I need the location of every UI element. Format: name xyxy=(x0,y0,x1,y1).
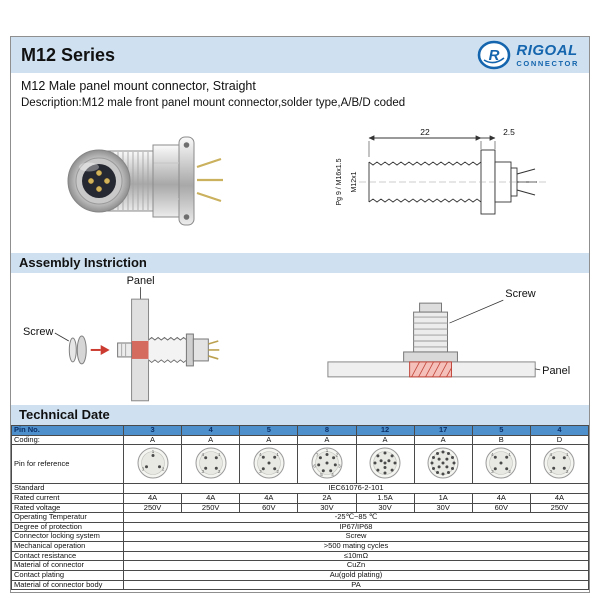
row-label: Contact resistance xyxy=(12,551,124,561)
value-cell: 4A xyxy=(472,493,530,503)
connector-hex-flange xyxy=(404,352,458,362)
product-name: M12 Male panel mount connector, Straight xyxy=(21,79,256,93)
pin-diagram xyxy=(368,446,402,480)
pin-diagram-cell xyxy=(356,445,414,484)
logo-text xyxy=(516,43,579,68)
pin-diagram-cell xyxy=(240,445,298,484)
svg-text:1: 1 xyxy=(508,451,512,457)
table-row xyxy=(12,513,589,523)
svg-text:2: 2 xyxy=(161,466,164,472)
value-cell: 1.5A xyxy=(356,493,414,503)
svg-text:4: 4 xyxy=(201,452,204,458)
intro-block xyxy=(11,73,589,113)
row-label: Mechanical operation xyxy=(12,542,124,552)
pin-count-cell: 17 xyxy=(414,426,472,436)
row-label: Material of connector xyxy=(12,561,124,571)
svg-text:3: 3 xyxy=(338,463,341,469)
svg-text:3: 3 xyxy=(141,466,144,472)
svg-text:3: 3 xyxy=(549,468,553,474)
coding-cell: B xyxy=(472,435,530,445)
value-cell: IEC61076-2-101 xyxy=(124,484,589,494)
datasheet-page xyxy=(10,36,590,593)
svg-text:1: 1 xyxy=(217,452,221,458)
pin-diagram-cell xyxy=(182,445,240,484)
screw-label-left: Screw xyxy=(22,326,54,339)
svg-text:1: 1 xyxy=(151,448,154,454)
connector-pins xyxy=(208,341,219,359)
table-row xyxy=(12,570,589,580)
svg-text:3: 3 xyxy=(491,469,494,475)
washer xyxy=(69,338,76,362)
table-row xyxy=(12,522,589,532)
table-row xyxy=(12,532,589,542)
connector-rear-body xyxy=(193,339,208,361)
svg-text:7: 7 xyxy=(315,452,319,458)
value-cell: 1A xyxy=(414,493,472,503)
svg-text:2: 2 xyxy=(566,468,569,474)
assembly-section-title: Assembly Instriction xyxy=(11,253,589,273)
header-bar xyxy=(11,37,589,73)
value-cell: 30V xyxy=(414,503,472,513)
page-title: M12 Series xyxy=(21,44,116,65)
pin-count-cell: 4 xyxy=(530,426,588,436)
value-cell: -25℃~85 ℃ xyxy=(124,513,589,523)
pin-diagram-cell xyxy=(124,445,182,484)
value-cell: 60V xyxy=(472,503,530,513)
connector-flange-ring xyxy=(186,334,193,366)
pin-diagram-cell xyxy=(298,445,356,484)
value-cell: IP67/IP68 xyxy=(124,522,589,532)
assembly-diagram-rear-mount xyxy=(300,273,589,405)
pin-count-cell: 4 xyxy=(182,426,240,436)
product-images-row xyxy=(11,113,589,253)
pin-count-cell: 5 xyxy=(472,426,530,436)
svg-text:1: 1 xyxy=(325,447,329,453)
pin-count-cell: 3 xyxy=(124,426,182,436)
svg-text:2: 2 xyxy=(276,469,279,475)
row-label: Standard xyxy=(12,484,124,494)
pin-diagram xyxy=(136,446,170,480)
pin-count-cell: 5 xyxy=(240,426,298,436)
value-cell: 30V xyxy=(298,503,356,513)
pin-diagram xyxy=(542,446,576,480)
table-row-coding xyxy=(12,435,589,445)
pin-diagram-cell xyxy=(472,445,530,484)
table-row xyxy=(12,580,589,590)
value-cell: PA xyxy=(124,580,589,590)
svg-text:1: 1 xyxy=(276,451,279,457)
svg-text:2: 2 xyxy=(508,469,512,475)
row-label: Contact plating xyxy=(12,570,124,580)
panel-label-left: Panel xyxy=(126,275,155,288)
screw-nut xyxy=(77,336,86,364)
table-row xyxy=(12,484,589,494)
logo-subtitle: CONNECTOR xyxy=(516,58,579,68)
value-cell: 60V xyxy=(240,503,298,513)
value-cell: 250V xyxy=(182,503,240,513)
svg-text:2: 2 xyxy=(217,468,221,474)
svg-text:1: 1 xyxy=(566,452,569,458)
hex-body xyxy=(153,145,179,217)
brand-logo xyxy=(477,40,579,70)
product-description: Description:M12 male front panel mount connector,solder type,A/B/D coded xyxy=(21,97,406,109)
value-cell: 2A xyxy=(298,493,356,503)
pin-diagram-cell xyxy=(414,445,472,484)
coding-cell: A xyxy=(240,435,298,445)
coding-cell: A xyxy=(298,435,356,445)
pin-count-cell: 12 xyxy=(356,426,414,436)
value-cell: Screw xyxy=(124,532,589,542)
svg-text:6: 6 xyxy=(313,463,316,469)
value-cell: Au(gold plating) xyxy=(124,570,589,580)
row-label: Material of connector body xyxy=(12,580,124,590)
row-label: Rated voltage xyxy=(12,503,124,513)
coding-cell: A xyxy=(356,435,414,445)
table-row xyxy=(12,551,589,561)
row-label: Pin No. xyxy=(12,426,124,436)
pin-diagram xyxy=(252,446,286,480)
pin-diagram-cell xyxy=(530,445,588,484)
value-cell: 30V xyxy=(356,503,414,513)
thread-label-inner: M12x1 xyxy=(351,171,358,193)
svg-text:4: 4 xyxy=(491,451,494,457)
svg-text:5: 5 xyxy=(320,471,323,477)
value-cell: 4A xyxy=(124,493,182,503)
dim-2-5-label: 2.5 xyxy=(503,127,515,137)
rigoal-logo-icon xyxy=(477,40,511,70)
technical-table xyxy=(11,425,589,590)
table-row xyxy=(12,493,589,503)
pin-diagram xyxy=(194,446,228,480)
value-cell: >500 mating cycles xyxy=(124,542,589,552)
assembly-diagrams xyxy=(11,273,589,405)
value-cell: 4A xyxy=(240,493,298,503)
value-cell: 250V xyxy=(530,503,588,513)
value-cell: CuZn xyxy=(124,561,589,571)
table-row-pin-no xyxy=(12,426,589,436)
row-label: Rated current xyxy=(12,493,124,503)
connector-photo xyxy=(39,117,249,249)
svg-text:3: 3 xyxy=(258,469,262,475)
value-cell: 4A xyxy=(182,493,240,503)
row-label: Pin for reference xyxy=(12,445,124,484)
flange xyxy=(179,137,194,225)
row-label: Coding: xyxy=(12,435,124,445)
pin-count-cell: 8 xyxy=(298,426,356,436)
screw-label-right: Screw xyxy=(505,288,536,301)
coding-cell: A xyxy=(124,435,182,445)
table-row-pin-reference xyxy=(12,445,589,484)
svg-text:3: 3 xyxy=(201,468,204,474)
coding-cell: A xyxy=(182,435,240,445)
solder-pins xyxy=(197,159,223,201)
value-cell: ≤10mΩ xyxy=(124,551,589,561)
value-cell: 4A xyxy=(530,493,588,503)
connector-barrel xyxy=(414,312,448,352)
svg-text:4: 4 xyxy=(258,451,262,457)
dim-22-label: 22 xyxy=(420,127,430,137)
table-row xyxy=(12,503,589,513)
pin-diagram xyxy=(426,446,460,480)
row-label: Degree of protection xyxy=(12,522,124,532)
thread-label-outer: Pg 9 / M16x1.5 xyxy=(336,158,343,206)
row-label: Operating Temperatur xyxy=(12,513,124,523)
red-arrow xyxy=(101,345,110,355)
panel-label-right: Panel xyxy=(542,364,571,377)
dimension-drawing xyxy=(311,124,561,242)
svg-text:R: R xyxy=(488,47,500,64)
logo-brand: RIGOAL xyxy=(516,41,578,59)
coding-cell: A xyxy=(414,435,472,445)
svg-text:2: 2 xyxy=(335,452,339,458)
assembly-diagram-front-mount xyxy=(11,273,300,405)
table-row xyxy=(12,561,589,571)
row-label: Connector locking system xyxy=(12,532,124,542)
value-cell: 250V xyxy=(124,503,182,513)
pin-diagram xyxy=(484,446,518,480)
coding-cell: D xyxy=(530,435,588,445)
svg-text:4: 4 xyxy=(549,452,553,458)
svg-text:4: 4 xyxy=(331,471,334,477)
panel-hole-highlight xyxy=(132,341,149,359)
table-row xyxy=(12,542,589,552)
pin-diagram xyxy=(310,446,344,480)
technical-section-title: Technical Date xyxy=(11,405,589,425)
